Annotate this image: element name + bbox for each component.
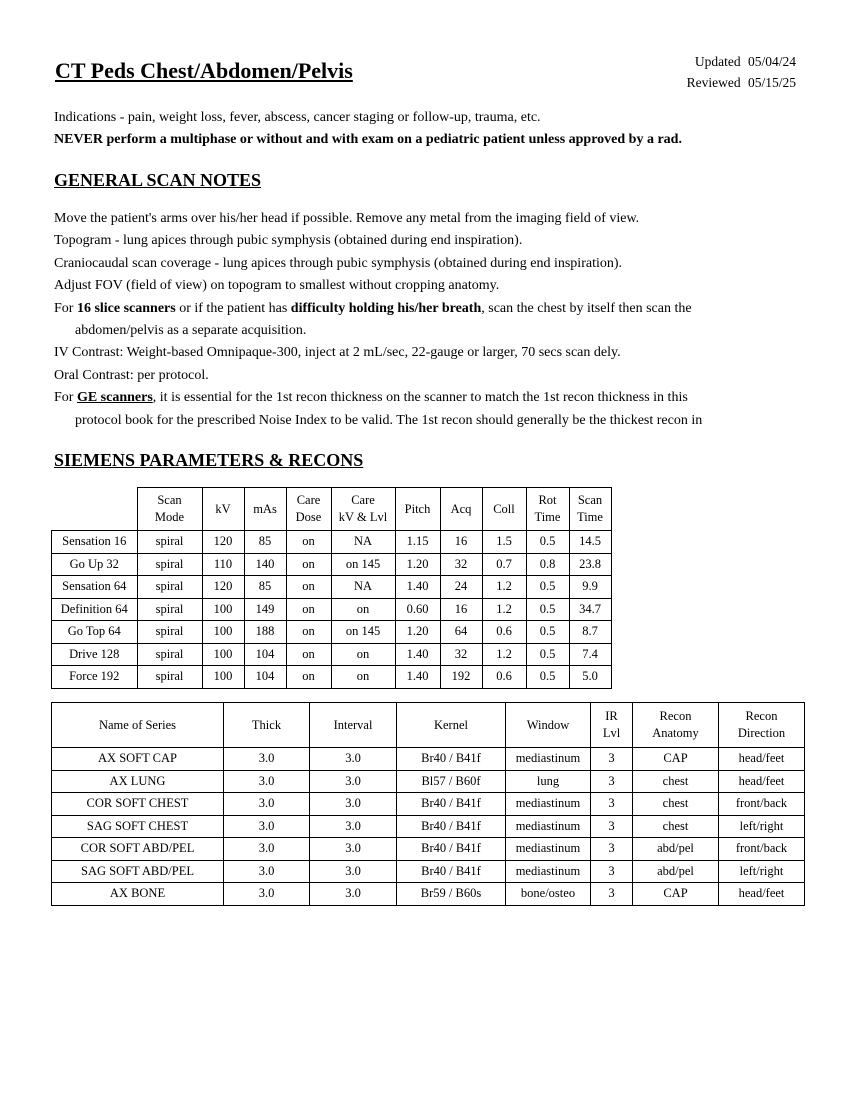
note-16-slice-e: , scan the chest by itself then scan the — [481, 300, 692, 316]
table-cell: spiral — [137, 553, 202, 576]
table-cell: 1.20 — [395, 621, 440, 644]
table-cell: 1.40 — [395, 666, 440, 689]
table-cell: 16 — [440, 598, 482, 621]
col-series-name — [52, 703, 224, 748]
col-mas-l1: mAs — [253, 501, 277, 516]
reviewed-date: 05/15/25 — [747, 75, 796, 90]
col-acq-l1: Acq — [450, 501, 472, 516]
table-cell: 85 — [244, 531, 286, 554]
table-cell: 0.5 — [526, 598, 569, 621]
note-16-slice-c: or if the patient has — [175, 300, 291, 316]
table-cell: on — [331, 643, 395, 666]
table-cell: left/right — [719, 815, 805, 838]
table-cell: 3 — [591, 838, 633, 861]
table-cell: on — [286, 643, 331, 666]
table-cell: mediastinum — [506, 748, 591, 771]
table-cell: head/feet — [719, 748, 805, 771]
table-cell: 3.0 — [310, 860, 397, 883]
recons-table-body — [52, 748, 805, 906]
col-scan-mode-l2: Mode — [154, 510, 185, 524]
col-interval-l1: Interval — [333, 717, 373, 732]
table-cell: 0.5 — [526, 666, 569, 689]
table-cell: on — [286, 576, 331, 599]
table-cell: 188 — [244, 621, 286, 644]
note-16-slice-a: For — [54, 300, 77, 316]
table-cell: 149 — [244, 598, 286, 621]
col-care-dose — [286, 488, 331, 531]
warning-text: NEVER perform a multiphase or without and with exam on a pediatric patient unless approved by a rad. — [54, 132, 682, 148]
table-row — [52, 598, 612, 621]
col-coll-l1: Coll — [493, 501, 515, 516]
table-cell: 3 — [591, 770, 633, 793]
table-cell: 1.40 — [395, 643, 440, 666]
col-rot-time-l1: Rot — [538, 493, 557, 507]
series-name: COR SOFT CHEST — [52, 793, 224, 816]
col-scan-time — [569, 488, 611, 531]
table-cell: 8.7 — [569, 621, 611, 644]
series-name: AX SOFT CAP — [52, 748, 224, 771]
note-iv-contrast: IV Contrast: Weight-based Omnipaque-300, inject at 2 mL/sec, 22-gauge or larger, 70 secs scan dely. — [54, 345, 621, 361]
table-cell: 3.0 — [310, 748, 397, 771]
series-name: AX LUNG — [52, 770, 224, 793]
table-cell: Br40 / B41f — [397, 748, 506, 771]
table-cell: 3.0 — [310, 838, 397, 861]
table-cell: mediastinum — [506, 860, 591, 883]
table-cell: on — [286, 666, 331, 689]
table-cell: on — [286, 598, 331, 621]
table-row — [52, 643, 612, 666]
scanner-name: Drive 128 — [52, 643, 138, 666]
table-cell: CAP — [633, 883, 719, 906]
table-row — [52, 883, 805, 906]
table-cell: Br40 / B41f — [397, 793, 506, 816]
table-row — [52, 621, 612, 644]
table-row — [52, 748, 805, 771]
table-cell: 3.0 — [224, 860, 310, 883]
col-ir-lvl — [591, 703, 633, 748]
col-scan-time-l2: Time — [577, 510, 603, 524]
table-cell: Bl57 / B60f — [397, 770, 506, 793]
table-cell: 1.5 — [482, 531, 526, 554]
table-cell: 14.5 — [569, 531, 611, 554]
note-16-slice — [54, 298, 814, 320]
table-cell: spiral — [137, 598, 202, 621]
table-cell: 85 — [244, 576, 286, 599]
table-cell: chest — [633, 793, 719, 816]
table-row — [52, 815, 805, 838]
updated-date: 05/04/24 — [747, 54, 796, 69]
col-scan-mode-l1: Scan — [157, 493, 182, 507]
siemens-table-body — [52, 531, 612, 689]
note-ge-b: GE scanners — [76, 390, 153, 406]
table-cell: 3.0 — [224, 793, 310, 816]
table-cell: 104 — [244, 643, 286, 666]
table-cell: 100 — [202, 598, 244, 621]
col-recon-direction — [719, 703, 805, 748]
col-rot-time — [526, 488, 569, 531]
table-cell: 0.5 — [526, 621, 569, 644]
note-ge-a: For — [54, 390, 77, 406]
table-cell: 3 — [591, 883, 633, 906]
note-coverage: Craniocaudal scan coverage - lung apices through pubic symphysis (obtained during end inspiration). — [54, 255, 623, 271]
table-cell: mediastinum — [506, 793, 591, 816]
table-cell: 100 — [202, 643, 244, 666]
col-rot-time-l2: Time — [534, 510, 561, 524]
table-cell: chest — [633, 815, 719, 838]
table-cell: chest — [633, 770, 719, 793]
table-cell: 3 — [591, 860, 633, 883]
general-notes-heading: GENERAL SCAN NOTES — [54, 170, 262, 190]
table-cell: spiral — [137, 576, 202, 599]
table-cell: 0.5 — [526, 643, 569, 666]
table-cell: front/back — [719, 838, 805, 861]
series-name: SAG SOFT CHEST — [52, 815, 224, 838]
siemens-corner-cell — [52, 488, 138, 531]
col-kv-l1: kV — [215, 501, 231, 516]
table-cell: 1.15 — [395, 531, 440, 554]
table-cell: 3.0 — [310, 883, 397, 906]
table-cell: spiral — [137, 531, 202, 554]
table-cell: 24 — [440, 576, 482, 599]
table-cell: 0.6 — [482, 666, 526, 689]
col-thick-l1: Thick — [251, 717, 282, 732]
table-row — [52, 666, 612, 689]
revision-dates — [687, 51, 796, 93]
table-row — [52, 531, 612, 554]
series-name: SAG SOFT ABD/PEL — [52, 860, 224, 883]
reviewed-line — [687, 72, 796, 93]
note-16-slice-d: difficulty holding his/her breath — [290, 300, 482, 316]
col-care-dose-l2: Dose — [295, 510, 322, 524]
table-cell: front/back — [719, 793, 805, 816]
table-row — [52, 860, 805, 883]
table-cell: 5.0 — [569, 666, 611, 689]
table-cell: bone/osteo — [506, 883, 591, 906]
col-care-kv-l2: kV & Lvl — [338, 510, 388, 524]
col-care-kv-l1: Care — [351, 493, 375, 507]
col-recon-anatomy — [633, 703, 719, 748]
col-kernel — [397, 703, 506, 748]
table-cell: 1.2 — [482, 576, 526, 599]
table-cell: 34.7 — [569, 598, 611, 621]
col-kernel-l1: Kernel — [433, 717, 468, 732]
recons-header-row — [52, 703, 805, 748]
note-fov: Adjust FOV (field of view) on topogram to smallest without cropping anatomy. — [54, 278, 500, 294]
table-row — [52, 838, 805, 861]
table-cell: 0.5 — [526, 576, 569, 599]
col-recon-direction-l1: Recon — [745, 709, 778, 723]
table-cell: 120 — [202, 531, 244, 554]
table-cell: 32 — [440, 643, 482, 666]
general-notes — [54, 208, 814, 432]
intro-section — [54, 107, 814, 152]
table-cell: left/right — [719, 860, 805, 883]
scanner-name: Go Top 64 — [52, 621, 138, 644]
table-cell: NA — [331, 531, 395, 554]
note-ge — [54, 387, 814, 409]
table-cell: 1.2 — [482, 598, 526, 621]
col-mas — [244, 488, 286, 531]
table-cell: 3.0 — [224, 815, 310, 838]
table-cell: spiral — [137, 643, 202, 666]
table-cell: Br59 / B60s — [397, 883, 506, 906]
table-cell: on — [286, 621, 331, 644]
table-cell: Br40 / B41f — [397, 860, 506, 883]
col-ir-lvl-l2: Lvl — [602, 726, 621, 740]
table-cell: 3 — [591, 748, 633, 771]
table-cell: 120 — [202, 576, 244, 599]
col-care-kv — [331, 488, 395, 531]
table-cell: 32 — [440, 553, 482, 576]
table-cell: on — [286, 553, 331, 576]
col-window — [506, 703, 591, 748]
note-16-slice-cont: abdomen/pelvis as a separate acquisition. — [75, 323, 307, 339]
col-ir-lvl-l1: IR — [605, 709, 618, 723]
col-scan-time-l1: Scan — [577, 493, 603, 507]
col-recon-anatomy-l2: Anatomy — [652, 726, 699, 740]
series-name: COR SOFT ABD/PEL — [52, 838, 224, 861]
reviewed-label: Reviewed — [686, 75, 741, 90]
table-row — [52, 553, 612, 576]
scanner-name: Go Up 32 — [52, 553, 138, 576]
table-cell: spiral — [137, 666, 202, 689]
table-cell: 23.8 — [569, 553, 611, 576]
table-cell: 1.40 — [395, 576, 440, 599]
col-recon-anatomy-l1: Recon — [659, 709, 692, 723]
table-cell: mediastinum — [506, 815, 591, 838]
table-cell: head/feet — [719, 770, 805, 793]
table-cell: 3 — [591, 815, 633, 838]
table-cell: 1.20 — [395, 553, 440, 576]
table-row — [52, 576, 612, 599]
table-cell: 0.6 — [482, 621, 526, 644]
siemens-heading: SIEMENS PARAMETERS & RECONS — [54, 450, 364, 470]
table-cell: lung — [506, 770, 591, 793]
table-cell: 3.0 — [310, 770, 397, 793]
table-cell: abd/pel — [633, 838, 719, 861]
updated-line — [687, 51, 796, 72]
table-cell: 0.60 — [395, 598, 440, 621]
col-recon-direction-l2: Direction — [737, 726, 786, 740]
table-cell: on — [331, 666, 395, 689]
recons-table — [51, 702, 805, 906]
table-cell: CAP — [633, 748, 719, 771]
table-cell: 0.5 — [526, 531, 569, 554]
col-kv — [202, 488, 244, 531]
table-cell: mediastinum — [506, 838, 591, 861]
table-cell: on 145 — [331, 553, 395, 576]
page-title: CT Peds Chest/Abdomen/Pelvis — [55, 58, 353, 83]
table-cell: 3.0 — [224, 770, 310, 793]
scanner-name: Sensation 16 — [52, 531, 138, 554]
note-ge-c: , it is essential for the 1st recon thickness on the scanner to match the 1st recon thickness in this — [152, 390, 688, 406]
table-cell: 100 — [202, 621, 244, 644]
table-cell: 3.0 — [310, 793, 397, 816]
col-scan-mode — [137, 488, 202, 531]
table-cell: abd/pel — [633, 860, 719, 883]
scanner-name: Definition 64 — [52, 598, 138, 621]
note-topogram: Topogram - lung apices through pubic symphysis (obtained during end inspiration). — [54, 233, 523, 249]
col-window-l1: Window — [526, 717, 570, 732]
table-cell: 192 — [440, 666, 482, 689]
series-name: AX BONE — [52, 883, 224, 906]
table-cell: spiral — [137, 621, 202, 644]
col-thick — [224, 703, 310, 748]
note-ge-cont: protocol book for the prescribed Noise Index to be valid. The 1st recon should generally be the thickest recon in — [75, 412, 703, 428]
table-cell: on 145 — [331, 621, 395, 644]
indications-text: Indications - pain, weight loss, fever, abscess, cancer staging or follow-up, trauma, etc. — [54, 110, 541, 125]
note-16-slice-b: 16 slice scanners — [76, 300, 176, 316]
table-cell: 0.8 — [526, 553, 569, 576]
col-series-name-l1: Name of Series — [98, 717, 177, 732]
table-cell: on — [286, 531, 331, 554]
table-cell: NA — [331, 576, 395, 599]
table-cell: Br40 / B41f — [397, 838, 506, 861]
table-cell: 104 — [244, 666, 286, 689]
col-care-dose-l1: Care — [296, 493, 321, 507]
table-cell: 9.9 — [569, 576, 611, 599]
updated-label: Updated — [694, 54, 741, 69]
scanner-name: Force 192 — [52, 666, 138, 689]
table-row — [52, 770, 805, 793]
table-cell: 100 — [202, 666, 244, 689]
scanner-name: Sensation 64 — [52, 576, 138, 599]
siemens-header-row — [52, 488, 612, 531]
table-cell: 140 — [244, 553, 286, 576]
col-coll — [482, 488, 526, 531]
table-cell: 3 — [591, 793, 633, 816]
table-cell: 16 — [440, 531, 482, 554]
table-cell: 3.0 — [310, 815, 397, 838]
table-cell: 0.7 — [482, 553, 526, 576]
table-row — [52, 793, 805, 816]
col-acq — [440, 488, 482, 531]
col-pitch-l1: Pitch — [404, 501, 431, 516]
table-cell: 7.4 — [569, 643, 611, 666]
siemens-parameters-table — [51, 487, 612, 689]
table-cell: head/feet — [719, 883, 805, 906]
table-cell: Br40 / B41f — [397, 815, 506, 838]
table-cell: 64 — [440, 621, 482, 644]
table-cell: 1.2 — [482, 643, 526, 666]
table-cell: 3.0 — [224, 883, 310, 906]
col-pitch — [395, 488, 440, 531]
note-arms: Move the patient's arms over his/her head if possible. Remove any metal from the imaging field of view. — [54, 211, 640, 226]
table-cell: 3.0 — [224, 838, 310, 861]
table-cell: on — [331, 598, 395, 621]
table-cell: 3.0 — [224, 748, 310, 771]
table-cell: 110 — [202, 553, 244, 576]
col-interval — [310, 703, 397, 748]
note-oral-contrast: Oral Contrast: per protocol. — [54, 367, 209, 383]
